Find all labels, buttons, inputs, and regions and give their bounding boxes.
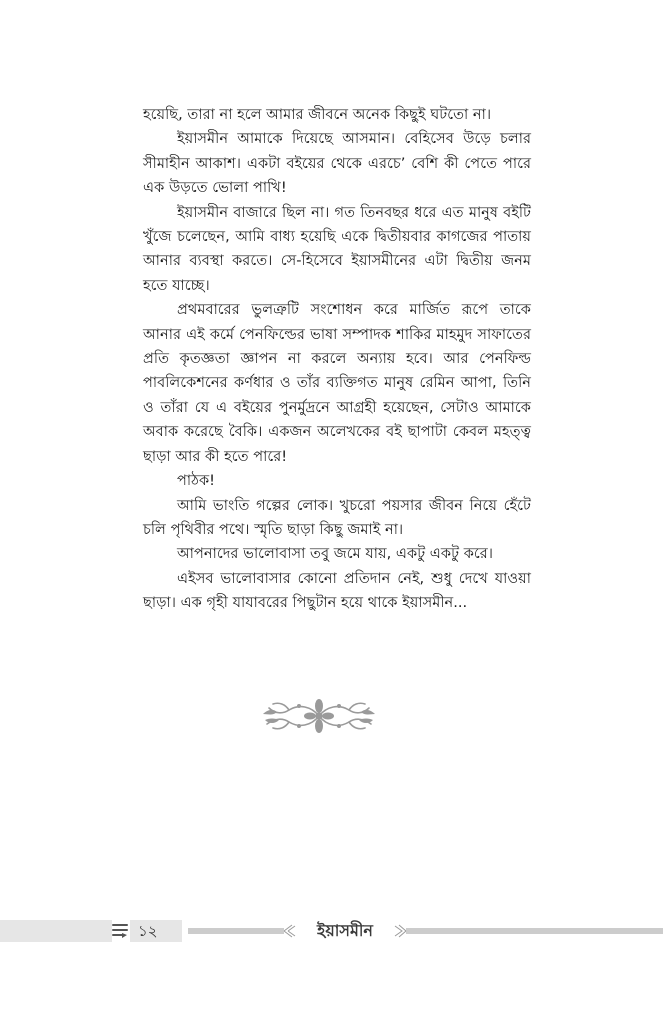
running-title: ইয়াসমীন (317, 921, 373, 940)
right-decorative-line (394, 922, 663, 940)
page-footer (0, 918, 663, 946)
paragraph-4: প্রথমবারের ভুলত্রুটি সংশোধন করে মার্জিত রূপে তাকে আনার এই কর্মে পেনফিল্ডের ভাষা সম্পাদক শাকির মাহমুদ সাফাতের প্রতি কৃতজ্ঞতা জ্ঞাপন না করলে অন্যায় হবে। আর পেনফিল্ড পাবলিকেশনের কর্ণধার ও তাঁর ব্যক্তিগত মানুষ রেমিন আপা, তিনি ও তাঁরা যে এ বইয়ের পুনর্মুদ্রনে আগ্রহী হয়েছেন, সেটাও আমাকে অবাক করেছে বৈকি। একজন অলেখকের বই ছাপাটা কেবল মহত্ত্ব ছাড়া আর কী হতে পারে! (143, 301, 531, 465)
page-body (143, 103, 531, 616)
floral-ornament-icon (255, 692, 383, 740)
paragraph-2: ইয়াসমীন আমাকে দিয়েছে আসমান। বেহিসেব উড়ে চলার সীমাহীন আকাশ। একটা বইয়ের থেকে এরচে’ বেশি কী পেতে পারে এক উড়তে ভোলা পাখি! (143, 130, 531, 197)
lines-icon (110, 920, 130, 942)
left-decorative-line (188, 922, 296, 940)
paragraph-7: আপনাদের ভালোবাসা তবু জমে যায়, একটু একটু করে। (177, 545, 494, 563)
paragraph-6: আমি ভাংতি গল্পের লোক। খুচরো পয়সার জীবন নিয়ে হেঁটে চলি পৃথিবীর পথে। স্মৃতি ছাড়া কিছু জমাই না। (143, 496, 531, 538)
page-number: ১২ (138, 922, 158, 940)
footer-bar (0, 920, 112, 942)
paragraph-1: হয়েছি, তারা না হলে আমার জীবনে অনেক কিছুই ঘটতো না। (143, 106, 492, 123)
paragraph-3: ইয়াসমীন বাজারে ছিল না। গত তিনবছর ধরে এত মানুষ বইটি খুঁজে চলেছেন, আমি বাধ্য হয়েছি একে দ্বিতীয়বার কাগজের পাতায় আনার ব্যবস্থা করতে। সে-হিসেবে ইয়াসমীনের এটা দ্বিতীয় জনম হতে যাচ্ছে। (143, 203, 531, 294)
paragraph-8: এইসব ভালোবাসার কোনো প্রতিদান নেই, শুধু দেখে যাওয়া ছাড়া। এক গৃহী যাযাবরের পিছুটান হয়ে থাকে ইয়াসমীন... (143, 569, 531, 612)
paragraph-5: পাঠক! (177, 472, 215, 490)
